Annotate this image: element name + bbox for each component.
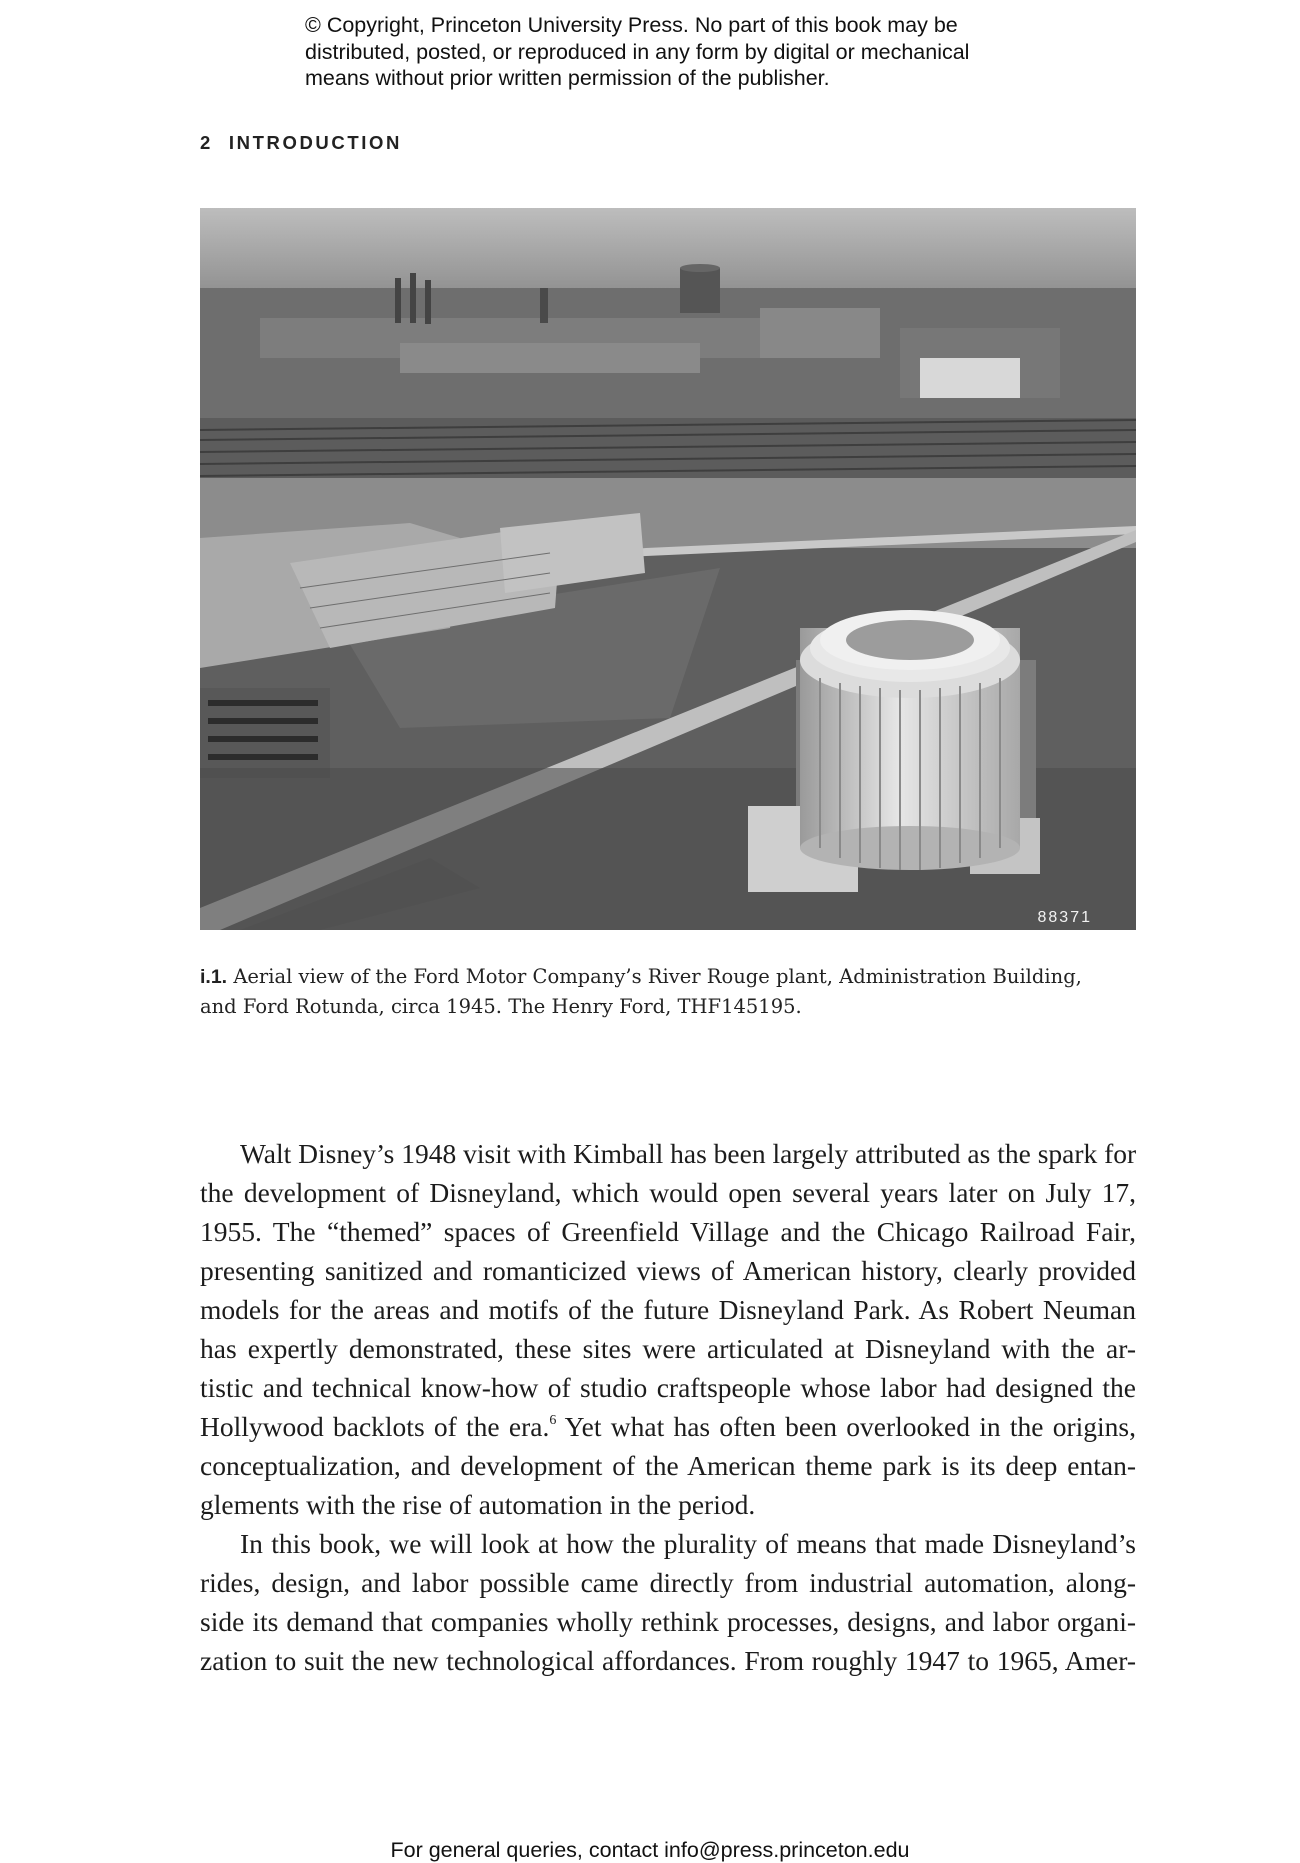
- body-text: [200, 1134, 1136, 1680]
- copyright-line: © Copyright, Princeton University Press. No part of this book may be: [305, 13, 958, 37]
- text-line: tistic and technical know-how of studio craftspeople whose labor had designed the: [200, 1372, 1136, 1403]
- text-line: rides, design, and labor possible came directly from industrial automation, along-: [200, 1567, 1136, 1598]
- text-line: has expertly demonstrated, these sites were articulated at Disneyland with the ar-: [200, 1333, 1136, 1364]
- text-fragment: Hollywood backlots of the era.: [200, 1411, 550, 1442]
- page-number: 2: [200, 132, 213, 153]
- caption-text: Aerial view of the Ford Motor Company’s River Rouge plant, Administration Building,: [233, 965, 1082, 988]
- aerial-photo-illustration: [200, 208, 1136, 930]
- caption-line: and Ford Rotunda, circa 1945. The Henry Ford, THF145195.: [200, 995, 802, 1018]
- caption-line: [200, 962, 1136, 992]
- text-line: zation to suit the new technological affordances. From roughly 1947 to 1965, Amer-: [200, 1645, 1136, 1676]
- footer-contact: For general queries, contact info@press.princeton.edu: [390, 1838, 910, 1862]
- text-line: 1955. The “themed” spaces of Greenfield Village and the Chicago Railroad Fair,: [200, 1216, 1136, 1247]
- running-head: [200, 132, 402, 154]
- text-line: conceptualization, and development of the American theme park is its deep entan-: [200, 1450, 1136, 1481]
- text-line: the development of Disneyland, which would open several years later on July 17,: [200, 1177, 1136, 1208]
- photo-number: 88371: [1037, 909, 1092, 926]
- footnote-marker[interactable]: 6: [549, 1413, 557, 1428]
- section-title: INTRODUCTION: [228, 132, 402, 153]
- text-line: models for the areas and motifs of the future Disneyland Park. As Robert Neuman: [200, 1294, 1136, 1325]
- text-line: presenting sanitized and romanticized views of American history, clearly provided: [200, 1255, 1136, 1286]
- copyright-line: distributed, posted, or reproduced in any form by digital or mechanical: [305, 39, 970, 64]
- aerial-photo: [200, 208, 1136, 930]
- copyright-line: means without prior written permission of the publisher.: [305, 66, 830, 90]
- text-line: Walt Disney’s 1948 visit with Kimball has been largely attributed as the spark for: [240, 1138, 1137, 1169]
- figure-caption: [200, 962, 1136, 1022]
- text-fragment: Yet what has often been overlooked in the origins,: [556, 1411, 1136, 1442]
- text-line: [200, 1407, 1136, 1446]
- copyright-notice: [305, 12, 1045, 92]
- text-line: glements with the rise of automation in the period.: [200, 1489, 756, 1520]
- figure-label: i.1.: [200, 966, 228, 988]
- ford-rotunda-shape: [748, 610, 1040, 892]
- text-line: In this book, we will look at how the plurality of means that made Disneyland’s: [240, 1528, 1136, 1559]
- text-line: side its demand that companies wholly rethink processes, designs, and labor organi-: [200, 1606, 1136, 1637]
